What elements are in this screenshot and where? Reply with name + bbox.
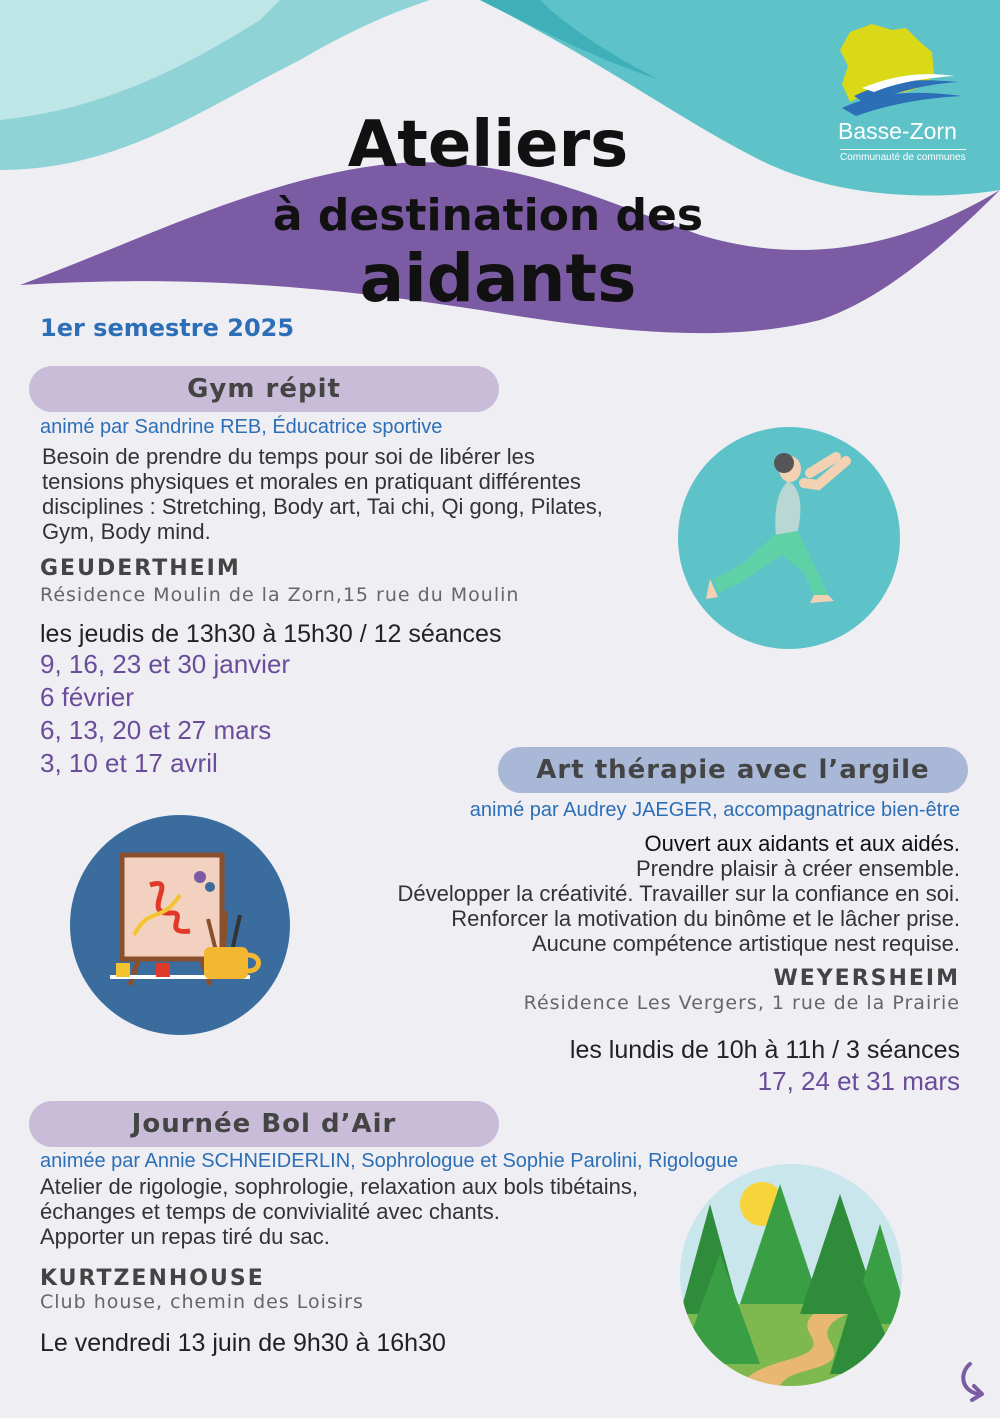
painting-easel-illustration bbox=[70, 815, 290, 1035]
air-town: KURTZENHOUSE bbox=[40, 1266, 265, 1291]
air-schedule: Le vendredi 13 juin de 9h30 à 16h30 bbox=[40, 1329, 446, 1357]
air-address: Club house, chemin des Loisirs bbox=[40, 1291, 364, 1313]
art-description: Ouvert aux aidants et aux aidés. Prendre plaisir à créer ensemble. Développer la créativité. Travailler sur la confiance en soi. Renforcer la motivation du binôme et le lâcher prise. Aucune compétence artistique nest requise. bbox=[397, 831, 960, 956]
logo-subtitle: Communauté de communes bbox=[840, 149, 966, 163]
gym-dates: 9, 16, 23 et 30 janvier 6 février 6, 13, 20 et 27 mars 3, 10 et 17 avril bbox=[40, 649, 291, 778]
logo-name: Basse-Zorn bbox=[838, 118, 957, 144]
gym-animator: animé par Sandrine REB, Éducatrice sportive bbox=[40, 416, 443, 438]
art-dates: 17, 24 et 31 mars bbox=[757, 1066, 960, 1096]
gym-town: GEUDERTHEIM bbox=[40, 556, 241, 581]
gym-schedule: les jeudis de 13h30 à 15h30 / 12 séances bbox=[40, 620, 502, 648]
air-heading: Journée Bol d’Air bbox=[29, 1101, 499, 1147]
title-line-3: aidants bbox=[359, 240, 637, 317]
title-line-1: Ateliers bbox=[347, 108, 629, 182]
gym-description: Besoin de prendre du temps pour soi de libérer les tensions physiques et morales en pratiquant différentes disciplines : Stretching, Body art, Tai chi, Qi gong, Pilates, Gym, Body mind. bbox=[42, 444, 603, 544]
art-animator: animé par Audrey JAEGER, accompagnatrice bien-être bbox=[469, 799, 960, 821]
gym-heading: Gym répit bbox=[29, 366, 499, 412]
gym-address: Résidence Moulin de la Zorn,15 rue du Moulin bbox=[40, 584, 520, 606]
art-heading: Art thérapie avec l’argile bbox=[498, 747, 968, 793]
art-schedule: les lundis de 10h à 11h / 3 séances bbox=[569, 1036, 960, 1064]
air-description: Atelier de rigologie, sophrologie, relaxation aux bols tibétains, échanges et temps de convivialité avec chants. Apporter un repas tiré du sac. bbox=[40, 1174, 639, 1249]
semester-label: 1er semestre 2025 bbox=[40, 314, 295, 342]
air-animator: animée par Annie SCHNEIDERLIN, Sophrologue et Sophie Parolini, Rigologue bbox=[40, 1150, 739, 1172]
title-line-2: à destination des bbox=[272, 190, 704, 241]
art-town: WEYERSHEIM bbox=[773, 966, 960, 991]
art-address: Résidence Les Vergers, 1 rue de la Prairie bbox=[523, 992, 960, 1014]
forest-illustration bbox=[680, 1164, 902, 1386]
basse-zorn-logo bbox=[836, 22, 966, 122]
next-page-arrow-icon[interactable] bbox=[956, 1360, 992, 1406]
yoga-illustration bbox=[678, 427, 900, 649]
